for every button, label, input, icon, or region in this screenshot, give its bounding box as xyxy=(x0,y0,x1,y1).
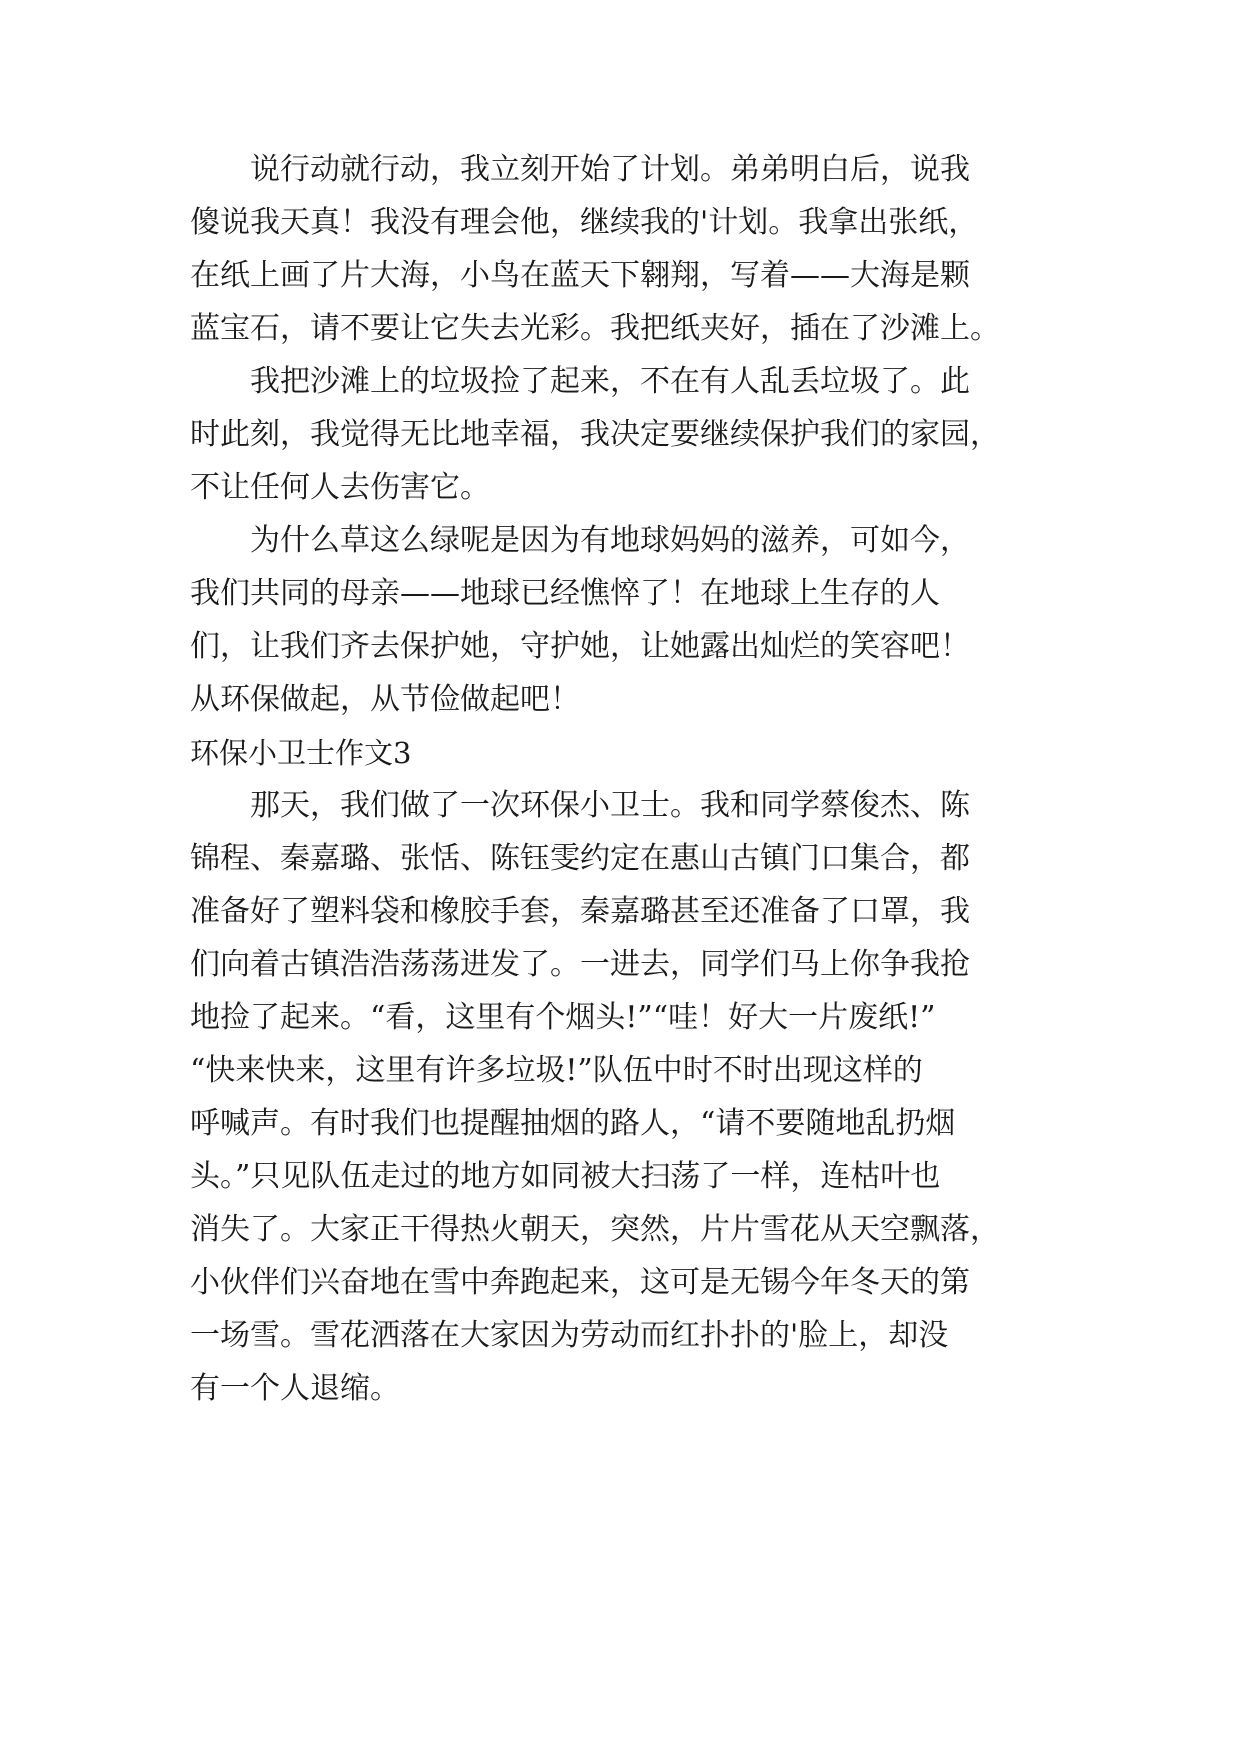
paragraph-line: 从环保做起，从节俭做起吧！ xyxy=(190,682,580,717)
paragraph-line: 为什么草这么绿呢是因为有地球妈妈的滋养，可如今， xyxy=(190,523,970,558)
section-heading: 环保小卫士作文3 xyxy=(190,736,412,770)
paragraph-line: 锦程、秦嘉璐、张恬、陈钰雯约定在惠山古镇门口集合，都 xyxy=(190,841,970,876)
paragraph-line: 准备好了塑料袋和橡胶手套，秦嘉璐甚至还准备了口罩，我 xyxy=(190,894,970,929)
paragraph-line: 有一个人退缩。 xyxy=(190,1371,400,1406)
paragraph-line: 们，让我们齐去保护她，守护她，让她露出灿烂的笑容吧！ xyxy=(190,629,970,664)
paragraph-line: 在纸上画了片大海，小鸟在蓝天下翱翔，写着——大海是颗 xyxy=(190,258,970,293)
paragraph-line: 呼喊声。有时我们也提醒抽烟的路人，“请不要随地乱扔烟 xyxy=(190,1106,956,1141)
paragraph-line: 地捡了起来。“看，这里有个烟头!”“哇！好大一片废纸!” xyxy=(190,1000,936,1035)
paragraph-line: 不让任何人去伤害它。 xyxy=(190,470,490,505)
paragraph-line: 傻说我天真！我没有理会他，继续我的'计划。我拿出张纸， xyxy=(190,205,979,240)
paragraph-line: 我把沙滩上的垃圾捡了起来，不在有人乱丢垃圾了。此 xyxy=(190,364,970,399)
paragraph-line: “快来快来，这里有许多垃圾!”队伍中时不时出现这样的 xyxy=(190,1053,923,1088)
paragraph-line: 小伙伴们兴奋地在雪中奔跑起来，这可是无锡今年冬天的第 xyxy=(190,1265,970,1300)
paragraph-line: 说行动就行动，我立刻开始了计划。弟弟明白后，说我 xyxy=(190,152,970,187)
paragraph-line: 时此刻，我觉得无比地幸福，我决定要继续保护我们的家园， xyxy=(190,417,1000,452)
paragraph-line: 我们共同的母亲——地球已经憔悴了！在地球上生存的人 xyxy=(190,576,940,611)
paragraph-line: 一场雪。雪花洒落在大家因为劳动而红扑扑的'脸上，却没 xyxy=(190,1318,949,1353)
paragraph-line: 蓝宝石，请不要让它失去光彩。我把纸夹好，插在了沙滩上。 xyxy=(190,311,1000,346)
paragraph-line: 那天，我们做了一次环保小卫士。我和同学蔡俊杰、陈 xyxy=(190,788,970,823)
paragraph-line: 头。”只见队伍走过的地方如同被大扫荡了一样，连枯叶也 xyxy=(190,1159,941,1194)
paragraph-line: 们向着古镇浩浩荡荡进发了。一进去，同学们马上你争我抢 xyxy=(190,947,970,982)
paragraph-line: 消失了。大家正干得热火朝天，突然，片片雪花从天空飘落， xyxy=(190,1212,1000,1247)
